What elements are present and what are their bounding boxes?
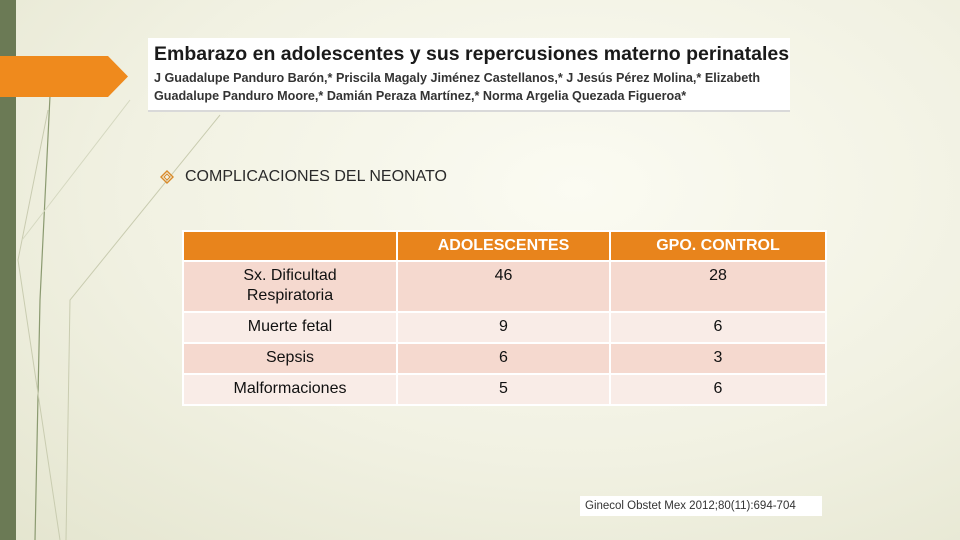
header-cell-control: GPO. CONTROL [610, 231, 826, 261]
row-value-adolescentes: 46 [397, 261, 610, 312]
row-label: Sx. Dificultad Respiratoria [183, 261, 397, 312]
table-row [183, 374, 826, 405]
table-row [183, 343, 826, 374]
row-value-control: 3 [610, 343, 826, 374]
header-cell-adolescentes: ADOLESCENTES [397, 231, 610, 261]
row-label: Malformaciones [183, 374, 397, 405]
section-heading: COMPLICACIONES DEL NEONATO [185, 168, 447, 185]
table-row [183, 312, 826, 343]
row-value-control: 28 [610, 261, 826, 312]
row-value-control: 6 [610, 374, 826, 405]
article-authors: J Guadalupe Panduro Barón,* Priscila Magaly Jiménez Castellanos,* J Jesús Pérez Molina,* Elizabeth Guadalupe Panduro Moore,* Damián Peraza Martínez,* Norma Argelia Quezada Figueroa* [154, 71, 761, 103]
row-label: Muerte fetal [183, 312, 397, 343]
row-value-adolescentes: 5 [397, 374, 610, 405]
row-value-adolescentes: 6 [397, 343, 610, 374]
row-value-adolescentes: 9 [397, 312, 610, 343]
citation-reference: Ginecol Obstet Mex 2012;80(11):694-704 [580, 496, 822, 516]
table-row [183, 261, 826, 312]
neonatal-complications-table [182, 230, 827, 406]
diamond-outline-icon [160, 170, 174, 184]
row-label: Sepsis [183, 343, 397, 374]
article-title: Embarazo en adolescentes y sus repercusiones materno perinatales [154, 43, 790, 65]
article-header [148, 38, 790, 112]
row-value-control: 6 [610, 312, 826, 343]
orange-arrow-tab [0, 56, 128, 97]
header-cell-empty [183, 231, 397, 261]
table-header-row [183, 231, 826, 261]
